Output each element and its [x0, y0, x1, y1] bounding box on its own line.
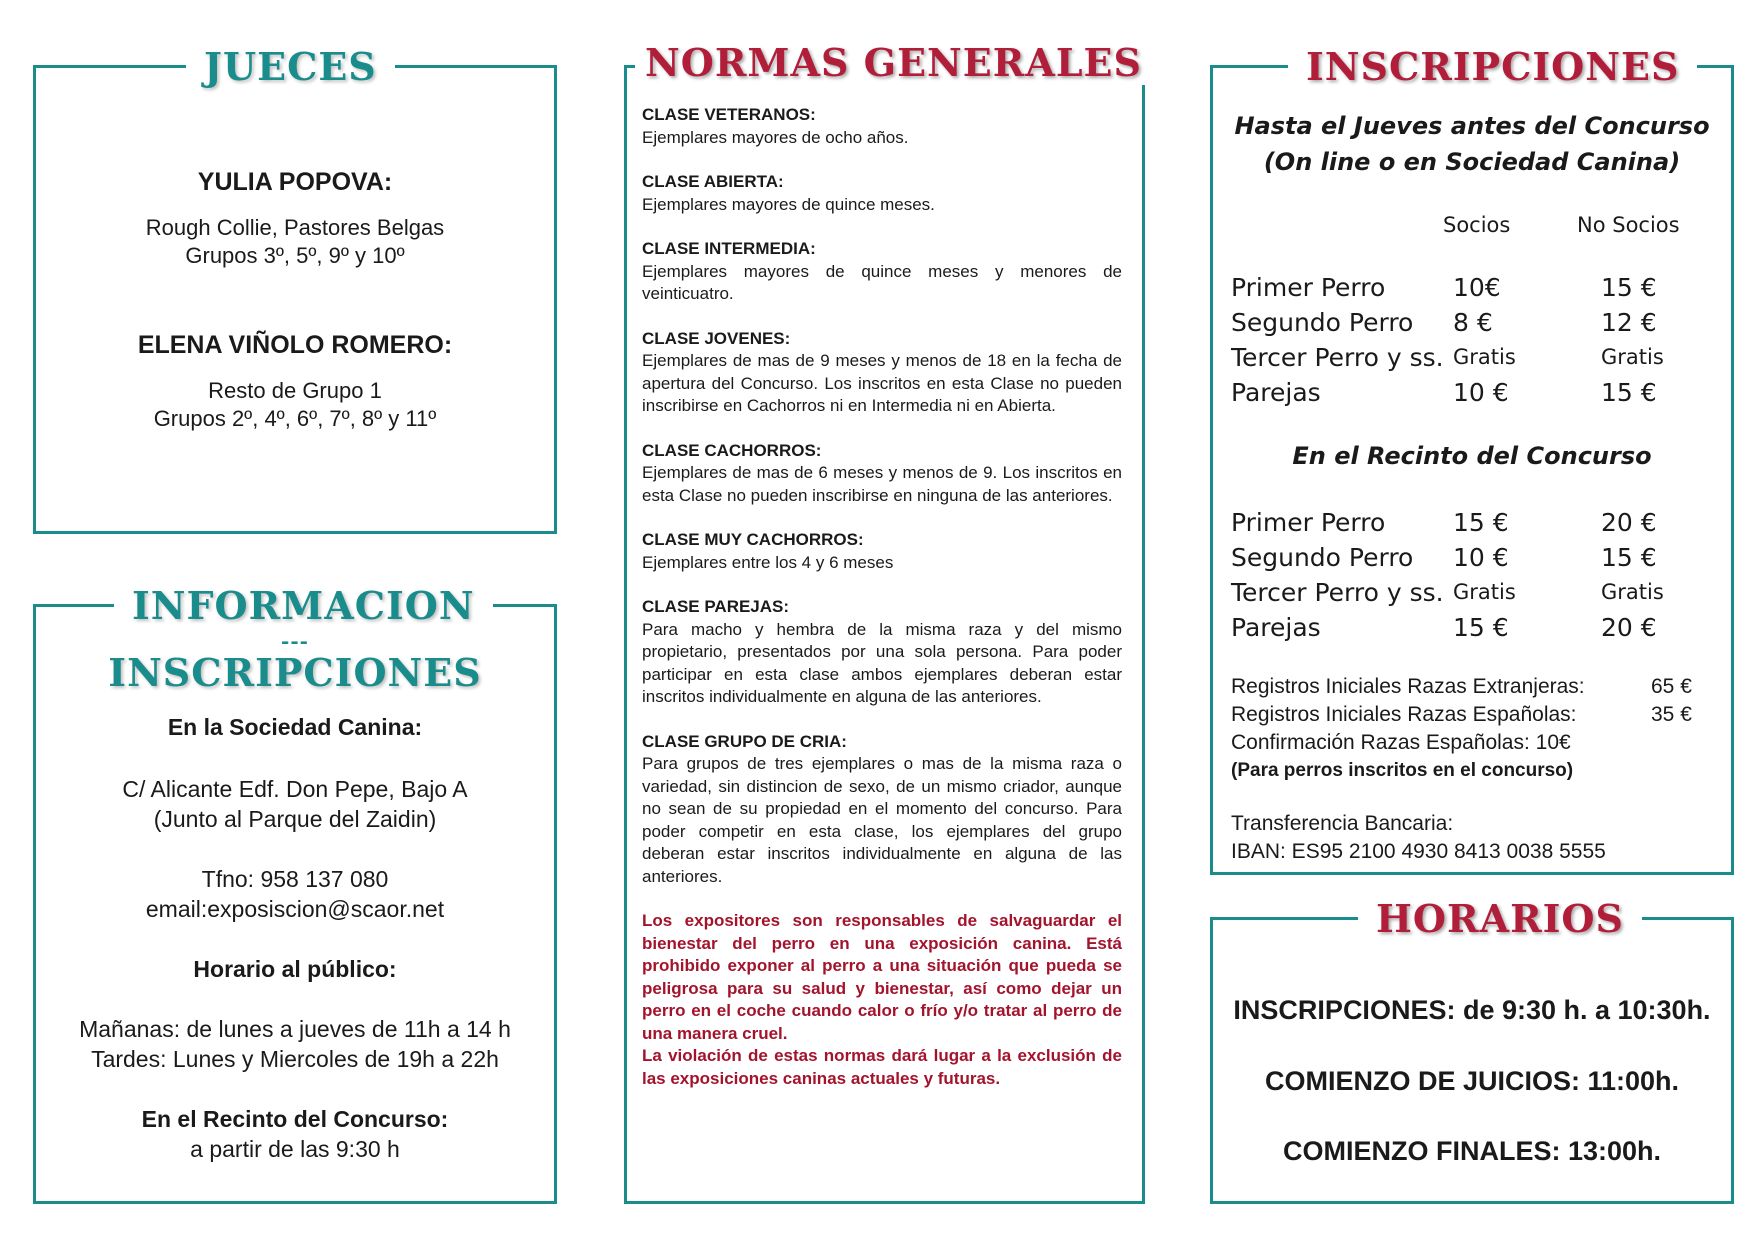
clase-heading: CLASE INTERMEDIA: — [642, 239, 816, 258]
horario-heading: Horario al público: — [193, 956, 397, 982]
fee-row — [1231, 610, 1713, 645]
clase-cachorros — [642, 440, 1122, 508]
clase-heading: CLASE MUY CACHORROS: — [642, 530, 864, 549]
fee-socios: 10€ — [1453, 273, 1501, 302]
fee-socios: 10 € — [1453, 543, 1509, 572]
inscripciones-panel — [1210, 44, 1734, 875]
informacion-subtitle: INSCRIPCIONES — [108, 650, 482, 695]
fee-no-socios: 15 € — [1601, 543, 1657, 572]
judge-2-groups: Grupos 2º, 4º, 6º, 7º, 8º y 11º — [153, 406, 437, 431]
fee-socios: 10 € — [1453, 378, 1509, 407]
clase-text: Ejemplares de mas de 6 meses y menos de 9. Los inscritos en esta Clase no pueden inscribirse en ninguna de las anteriores. — [642, 463, 1122, 505]
sociedad-heading: En la Sociedad Canina: — [167, 714, 423, 740]
informacion-separator: --- — [281, 629, 309, 653]
fee-row — [1231, 540, 1713, 575]
judge-1-name: YULIA POPOVA: — [197, 168, 393, 196]
horario-juicios: COMIENZO DE JUICIOS: 11:00h. — [1264, 1066, 1680, 1096]
clase-text: Ejemplares mayores de quince meses. — [642, 194, 935, 214]
fee-label: Parejas — [1231, 613, 1321, 642]
registros-espanolas — [1231, 701, 1721, 729]
email-address[interactable]: email:exposiscion@scaor.net — [145, 896, 445, 922]
horario-inscripciones: INSCRIPCIONES: de 9:30 h. a 10:30h. — [1233, 995, 1711, 1025]
normas-title: NORMAS GENERALES — [635, 40, 1152, 85]
clase-muy-cachorros — [642, 529, 1122, 574]
horarios-panel — [1210, 896, 1734, 1204]
jueces-panel — [33, 44, 557, 534]
fee-label: Tercer Perro y ss. — [1231, 343, 1444, 372]
normas-body — [642, 104, 1122, 1090]
clase-text: Ejemplares mayores de ocho años. — [642, 127, 909, 147]
fee-no-socios: Gratis — [1601, 345, 1664, 369]
clase-heading: CLASE GRUPO DE CRIA: — [642, 731, 847, 751]
horario-mananas: Mañanas: de lunes a jueves de 11h a 14 h — [79, 1016, 511, 1042]
horarios-title: HORARIOS — [1358, 896, 1642, 941]
transferencia-label: Transferencia Bancaria: — [1231, 812, 1454, 835]
inscripciones-title: INSCRIPCIONES — [1288, 44, 1697, 89]
judge-2-name: ELENA VIÑOLO ROMERO: — [137, 331, 453, 359]
fee-no-socios: 20 € — [1601, 508, 1657, 537]
registros-espanolas-label: Registros Iniciales Razas Españolas: — [1231, 703, 1577, 726]
fee-row — [1231, 270, 1713, 305]
fee-socios: 15 € — [1453, 508, 1509, 537]
fee-no-socios: 20 € — [1601, 613, 1657, 642]
fee-label: Segundo Perro — [1231, 308, 1414, 337]
judge-2-breeds: Resto de Grupo 1 — [208, 378, 382, 403]
fee-label: Segundo Perro — [1231, 543, 1414, 572]
clase-jovenes — [642, 328, 1122, 418]
recinto-fees-heading: En el Recinto del Concurso — [1292, 442, 1652, 470]
fee-socios: Gratis — [1453, 580, 1516, 604]
informacion-title: INFORMACION — [114, 583, 493, 628]
normas-panel — [624, 40, 1145, 1204]
col-no-socios-header: No Socios — [1577, 213, 1680, 237]
recinto-text: a partir de las 9:30 h — [190, 1136, 400, 1162]
recinto-heading: En el Recinto del Concurso: — [141, 1106, 449, 1132]
iban: IBAN: ES95 2100 4930 8413 0038 5555 — [1231, 840, 1606, 863]
informacion-panel — [33, 583, 557, 1204]
jueces-title: JUECES — [186, 44, 395, 89]
registros-extranjeras-price: 65 € — [1651, 675, 1692, 698]
fee-label: Primer Perro — [1231, 508, 1386, 537]
fee-row — [1231, 575, 1713, 610]
registros-extranjeras — [1231, 673, 1721, 701]
clase-heading: CLASE CACHORROS: — [642, 440, 822, 460]
fee-row — [1231, 340, 1713, 375]
horario-tardes: Tardes: Lunes y Miercoles de 19h a 22h — [91, 1046, 499, 1072]
fee-socios: 8 € — [1453, 308, 1493, 337]
fee-no-socios: 15 € — [1601, 273, 1657, 302]
judge-1 — [36, 168, 554, 269]
fee-label: Parejas — [1231, 378, 1321, 407]
clase-abierta — [642, 171, 1122, 216]
phone-number: Tfno: 958 137 080 — [201, 866, 389, 892]
clase-text: Para grupos de tres ejemplares o mas de la misma raza o variedad, sin distincion de sexo, de un mismo criador, aunque no sean de su propiedad en el momento del concurso. Para poder competir en esta clase, los ejemplares del grupo deberan estar inscritos individualmente en alguna de las anteriores. — [642, 754, 1122, 886]
clase-intermedia — [642, 238, 1122, 306]
warning-exclusion: La violación de estas normas dará lugar a la exclusión de las exposiciones caninas actuales y futuras. — [642, 1046, 1122, 1088]
clase-grupo-de-cria — [642, 731, 1122, 889]
fee-no-socios: 12 € — [1601, 308, 1657, 337]
fee-row — [1231, 375, 1713, 410]
fee-no-socios: Gratis — [1601, 580, 1664, 604]
registros-extranjeras-label: Registros Iniciales Razas Extranjeras: — [1231, 675, 1585, 698]
fee-label: Primer Perro — [1231, 273, 1386, 302]
fee-label: Tercer Perro y ss. — [1231, 578, 1444, 607]
judge-1-breeds: Rough Collie, Pastores Belgas — [145, 215, 445, 240]
address-line-1: C/ Alicante Edf. Don Pepe, Bajo A — [122, 776, 468, 802]
warning-bienestar: Los expositores son responsables de salvaguardar el bienestar del perro en una exposición canina. Está prohibido exponer al perro a una situación que pueda se peligrosa para su salud y bienestar, así como dejar un perro en el coche cuando calor o frío y/o tratar al perro de una manera cruel. — [642, 911, 1122, 1043]
clase-heading: CLASE VETERANOS: — [642, 105, 816, 124]
fee-row — [1231, 505, 1713, 540]
clase-text: Ejemplares entre los 4 y 6 meses — [642, 552, 894, 572]
col-socios-header: Socios — [1443, 213, 1511, 237]
online-heading-1: Hasta el Jueves antes del Concurso — [1234, 112, 1710, 140]
clase-text: Ejemplares de mas de 9 meses y menos de 18 en la fecha de apertura del Concurso. Los inscritos en esta Clase no pueden inscribirse en Cachorros ni en Intermedia ni en Abierta. — [642, 351, 1122, 415]
clase-parejas — [642, 596, 1122, 709]
fee-row — [1231, 305, 1713, 340]
registros-espanolas-price: 35 € — [1651, 703, 1692, 726]
clase-veteranos — [642, 104, 1122, 149]
clase-text: Para macho y hembra de la misma raza y del mismo propietario, presentados por una sola persona. Para poder participar en esta clase ambos ejemplares deberan estar inscritos individualmente en alguna de las anteriores. — [642, 619, 1122, 706]
judge-1-groups: Grupos 3º, 5º, 9º y 10º — [185, 243, 405, 268]
nota-inscritos: (Para perros inscritos en el concurso) — [1231, 760, 1574, 781]
clase-heading: CLASE JOVENES: — [642, 328, 791, 348]
fee-socios: 15 € — [1453, 613, 1509, 642]
online-heading-2: (On line o en Sociedad Canina) — [1263, 148, 1681, 176]
clase-heading: CLASE PAREJAS: — [642, 597, 790, 616]
horario-finales: COMIENZO FINALES: 13:00h. — [1282, 1136, 1662, 1166]
clase-heading: CLASE ABIERTA: — [642, 172, 784, 191]
fee-no-socios: 15 € — [1601, 378, 1657, 407]
judge-2 — [36, 331, 554, 432]
fee-socios: Gratis — [1453, 345, 1516, 369]
confirmacion-razas: Confirmación Razas Españolas: 10€ — [1231, 731, 1571, 754]
clase-text: Ejemplares mayores de quince meses y menores de veinticuatro. — [642, 261, 1122, 303]
address-line-2: (Junto al Parque del Zaidin) — [153, 806, 437, 832]
